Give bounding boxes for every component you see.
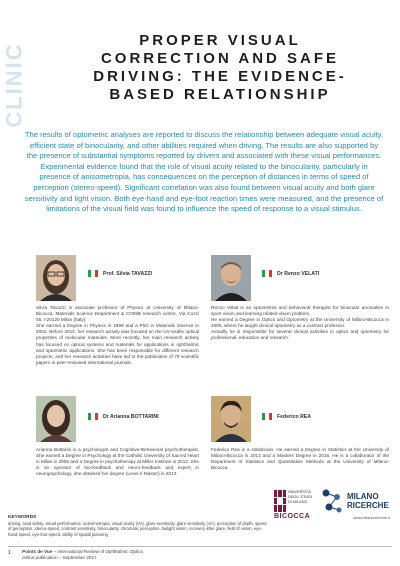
- author-bio: Federico Rea is a statistician. He earned a Degree in Statistics at the University of Milano-Bicocca in 2013 and a Masters Degree in 2016. He is a collaborator of the Department of Statistics and Quantitative Methods at the University of Milano-Bicocca.: [211, 447, 389, 471]
- author-photo-velati: [211, 255, 251, 301]
- italy-flag-icon: [262, 270, 272, 277]
- footer-divider: [8, 546, 392, 547]
- author-name: Dr Arianna BOTTARINI: [103, 414, 159, 420]
- author-bio: Arianna Bottarini is a psychologist and Cognitive-Behavioral psychotherapist. She earned a Degree in Psychology at the Catholic University of Sacred Heart in Milan in 2005 and a Degree in psychotherapy at Miller Institute in 2012. She is an operator of bio-feedback and neuro-feedback and expert in neuropsychology, she obtained her degree (Level II Master) in 2013.: [36, 447, 199, 477]
- italy-flag-icon: [88, 270, 98, 277]
- author-name: Dr Renzo VELATI: [277, 271, 320, 277]
- mr-url: www.milanoricerche.it: [353, 516, 390, 520]
- journal-name: Points de Vue: [22, 549, 53, 554]
- university-line: UNIVERSITÀ: [288, 490, 311, 494]
- author-name: Federico REA: [277, 414, 312, 420]
- footer-citation: [22, 549, 143, 560]
- article-abstract: The results of optometric analyses are reported to discuss the relationship between adequate visual acuity, efficient state of binocularity, and other abilities required when driving. The results are also supported by the presence of substantial symptoms reported by drivers and associated with these visual performances. Experimental evidence found that the role of visual acuity related to the binocularity, particularly in presence of anisometropia, has consequences on the perception of distances in terms of speed of perception (stereo-speed). Significant correlation was also found between visual acuity and both glare sensitivity and light vision. Both eye-hand and eye-foot reaction times were measured, and the presence of limitations of the visual field was found to influence the speed of response to a visual stimulus.: [24, 130, 384, 214]
- article-title: PROPER VISUAL CORRECTION AND SAFE DRIVING: THE EVIDENCE- BASED RELATIONSHIP: [93, 32, 347, 103]
- publication-date: online publication – September 2017: [22, 554, 97, 560]
- page-number: 1: [8, 550, 12, 556]
- author-photo-bottarini: [36, 396, 76, 442]
- section-label-text: CLINIC: [2, 42, 28, 128]
- author-name: Prof. Silvia TAVAZZI: [103, 271, 152, 277]
- journal-subtitle: – International Review of Ophthalmic Optics: [52, 549, 143, 554]
- section-label: [2, 30, 28, 140]
- molecule-icon: [320, 487, 344, 515]
- author-bio: Renzo Velati is an optometrist and behavioral therapist for binocular anomalies in sport vision and learning related vision problem. He earned a Degree in Optics and Optometry at the University of Milano-Bicocca in 2005, where he taught clinical optometry as a contract professor. Actually he is responsible for several clinical activities in optics and optometry for professional, education and research.: [211, 305, 389, 341]
- keywords-text: driving, road safety, visual performance, anisometropia, visual acuity (VA), glare sensitivity, glare sensitivity (VA), perception of depth, speed of perception, stereo-speed, contrast sensitivity, binocularity, chromatic perception, twilight vision, recovery after glare, field of vision, eye-hand speed, eye-foot speed, ability of spatial planning: [8, 521, 267, 537]
- university-line: DEGLI STUDI: [288, 495, 312, 499]
- author-photo-rea: [211, 396, 251, 442]
- italy-flag-icon: [88, 413, 98, 420]
- italy-flag-icon: [262, 413, 272, 420]
- author-bio: Silvia Tavazzi is associate professor of Physics at University of Milano-Bicocca, Materials Science Department & COMiB research centre, Via Cozzi 55, I-20125 Milan (Italy). She earned a Degree in Physics in 1999 and a PhD in Materials Science in 2002. Before 2012, her research activity was focused on the UV-visible optical properties of molecular materials. More recently, her main research activity has focused on optical systems and materials for applications in ophthalmic and optometric applications. She has been responsible for different research projects, and her research activities have led to the publication of 79 scientific papers in peer-reviewed international journals.: [36, 305, 199, 365]
- mr-line: MILANO: [347, 492, 379, 501]
- bicocca-mark-icon: [274, 490, 286, 512]
- mr-line: RICERCHE: [347, 501, 389, 510]
- author-photo-tavazzi: [36, 255, 76, 301]
- university-bicocca-logo: [274, 490, 322, 528]
- university-name: BICOCCA: [274, 513, 311, 520]
- keywords-title: KEYWORDS: [8, 515, 37, 520]
- university-line: DI MILANO: [288, 500, 308, 504]
- milano-ricerche-logo: [320, 487, 390, 527]
